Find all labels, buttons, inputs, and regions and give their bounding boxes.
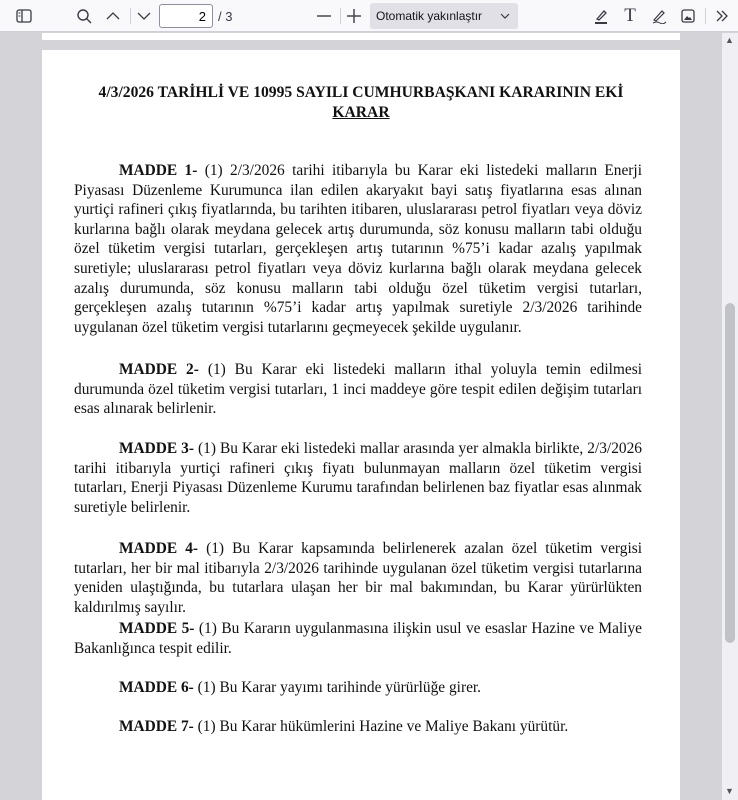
article-3: MADDE 3- (1) Bu Karar eki listedeki mallar arasında yer almakla birlikte, 2/3/2026 tarihi itibarıyla yurtiçi rafineri çıkış fiyatı bulunmayan malların özel tüketim vergisi tutarları, Enerji Piyasası Düzenleme Kurumu tarafından belirlenen baz fiyatlar esas alınmak suretiyle belirlenir. [74,440,642,516]
draw-icon[interactable] [647,4,671,28]
chevron-down-icon[interactable] [132,4,156,28]
pdf-page [42,50,680,800]
article-4: MADDE 4- (1) Bu Karar kapsamında belirlenerek azalan özel tüketim vergisi tutarları, her bir mal itibarıyla 2/3/2026 tarihinde uygulanan özel tüketim vergisi tutarlarına yeniden ulaştığında, bu tutarlara ulaşan her bir mal bakımından, bu Karar yürürlükten kaldırılmış sayılır. [74,540,642,616]
page-number-input[interactable] [159,4,213,28]
zoom-select-value: Otomatik yakınlaştır [376,9,483,23]
previous-page-edge [42,33,680,40]
article-1: MADDE 1- (1) 2/3/2026 tarihi itibarıyla bu Karar eki listedeki malların Enerji Piyasası Düzenleme Kurumunca ilan edilen akaryakıt bayi satış fiyatlarına esas alınan yurtiçi rafineri çıkış fiyatlarında, bu tarihten itibaren, uluslararası petrol fiyatları veya döviz kurlarına bağlı olarak meydana gelecek artış durumunda, söz konusu malların tabi olduğu özel tüketim vergisi tutarları, gerçekleşen artış tutarının %75’i kadar azalış yapılmak suretiyle; uluslararası petrol fiyatları veya döviz kurlarına bağlı olarak meydana gelecek azalış durumunda, söz konusu malların tabi olduğu özel tüketim vergisi tutarları, gerçekleşen azalış tutarının %75’i kadar artış yapılmak suretiyle 2/3/2026 tarihinde uygulanan özel tüketim vergisi tutarlarını geçmeyecek şekilde uygulanır. [74,162,642,336]
article-2: MADDE 2- (1) Bu Karar eki listedeki malların ithal yoluyla temin edilmesi durumunda özel tüketim vergisi tutarları, 1 inci maddeye göre tespit edilen değişim tutarları esas alınarak belirlenir. [74,361,642,418]
sidebar-toggle-icon[interactable] [12,4,36,28]
text-icon[interactable]: T [624,5,636,26]
zoom-out-icon[interactable] [312,4,336,28]
more-tools-icon[interactable] [710,4,734,28]
scroll-up-icon[interactable]: ▲ [725,35,734,45]
chevron-down-icon [500,13,510,19]
pdf-toolbar [0,0,738,32]
zoom-select[interactable] [370,3,518,29]
zoom-in-icon[interactable] [342,4,366,28]
article-7: MADDE 7- (1) Bu Karar hükümlerini Hazine ve Maliye Bakanı yürütür. [119,718,569,735]
page-total: / 3 [218,8,233,24]
scroll-down-icon[interactable]: ▼ [725,786,734,796]
article-5: MADDE 5- (1) Bu Kararın uygulanmasına ilişkin usul ve esaslar Hazine ve Maliye Bakanlığınca tespit edilir. [74,620,642,657]
scrollbar-thumb[interactable] [725,303,735,643]
article-6: MADDE 6- (1) Bu Karar yayımı tarihinde yürürlüğe girer. [119,679,482,696]
document-subtitle: KARAR [332,104,390,121]
search-icon[interactable] [72,4,96,28]
vertical-scrollbar[interactable] [722,33,738,800]
chevron-up-icon[interactable] [101,4,125,28]
image-icon[interactable] [676,4,700,28]
document-title: 4/3/2026 TARİHLİ VE 10995 SAYILI CUMHURBAŞKANI KARARININ EKİ [98,84,624,101]
highlight-icon[interactable] [589,4,613,28]
document-viewer[interactable] [0,33,722,800]
